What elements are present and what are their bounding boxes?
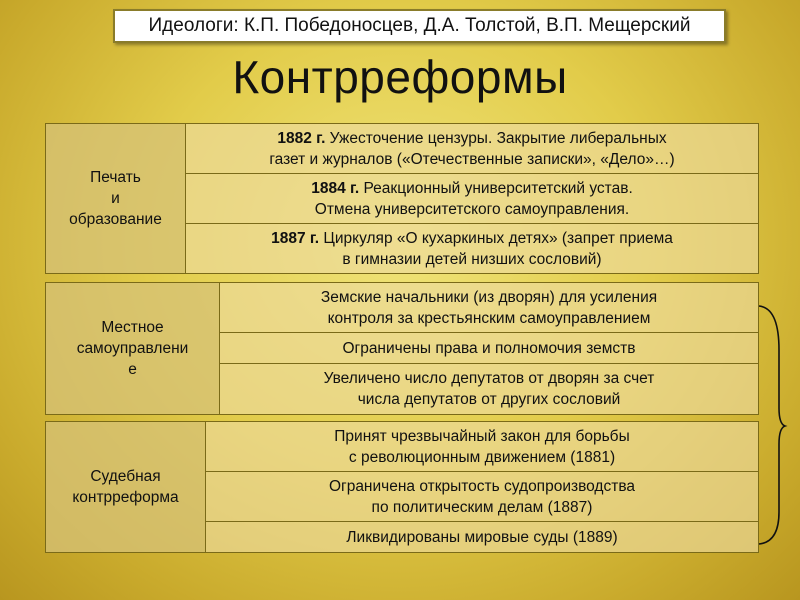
grouping-brace [755,290,790,560]
row-text: Циркуляр «О кухаркиных детях» (запрет приема [319,229,673,247]
heading-line: е [128,361,137,378]
table-row [186,174,759,224]
slide-title: Контрреформы [232,51,568,103]
row-text: Ужесточение цензуры. Закрытие либеральных [325,129,667,147]
table-row [220,333,759,364]
table-row [186,124,759,174]
block-judicial-counterreform [45,421,759,553]
row-year: 1884 г. [311,179,360,197]
block-press-education [45,123,759,274]
row-text: Ограничены права и полномочия земств [342,339,636,357]
row-text: по политическим делам (1887) [371,498,593,516]
heading-line: самоуправлени [76,340,189,357]
row-text: Земские начальники (из дворян) для усиления [320,288,658,306]
ideologists-text: Идеологи: К.П. Победоносцев, Д.А. Толстой, В.П. Мещерский [148,15,691,36]
heading-line: контрреформа [72,489,179,506]
table-row [220,364,759,415]
heading-line: Местное [101,319,164,336]
heading-line: Судебная [90,468,161,485]
row-year: 1882 г. [277,129,326,147]
heading-line: образование [69,211,162,228]
row-text: Ограничена открытость судопроизводства [328,477,635,495]
ideologists-callout [113,9,726,43]
table-row [206,422,759,472]
block-local-government [45,282,759,415]
row-text: газет и журналов («Отечественные записки», «Дело»…) [269,150,675,168]
row-year: 1887 г. [271,229,320,247]
row-text: с революционным движением (1881) [348,448,616,466]
block-heading [46,124,186,274]
row-text: числа депутатов от других сословий [357,391,621,408]
table-row [206,522,759,553]
block-heading [46,283,220,415]
row-text: Ликвидированы мировые суды (1889) [346,528,618,546]
row-text: Принят чрезвычайный закон для борьбы [334,427,630,445]
row-text: Отмена университетского самоуправления. [314,200,630,218]
heading-line: и [111,190,120,207]
row-text: в гимназии детей низших сословий) [342,250,602,268]
table-row [220,283,759,333]
row-text: контроля за крестьянским самоуправлением [327,309,651,327]
row-text: Реакционный университетский устав. [359,179,633,197]
table-row [206,472,759,522]
table-row [186,224,759,274]
block-heading [46,422,206,553]
row-text: Увеличено число депутатов от дворян за счет [323,370,655,387]
heading-line: Печать [90,169,141,186]
